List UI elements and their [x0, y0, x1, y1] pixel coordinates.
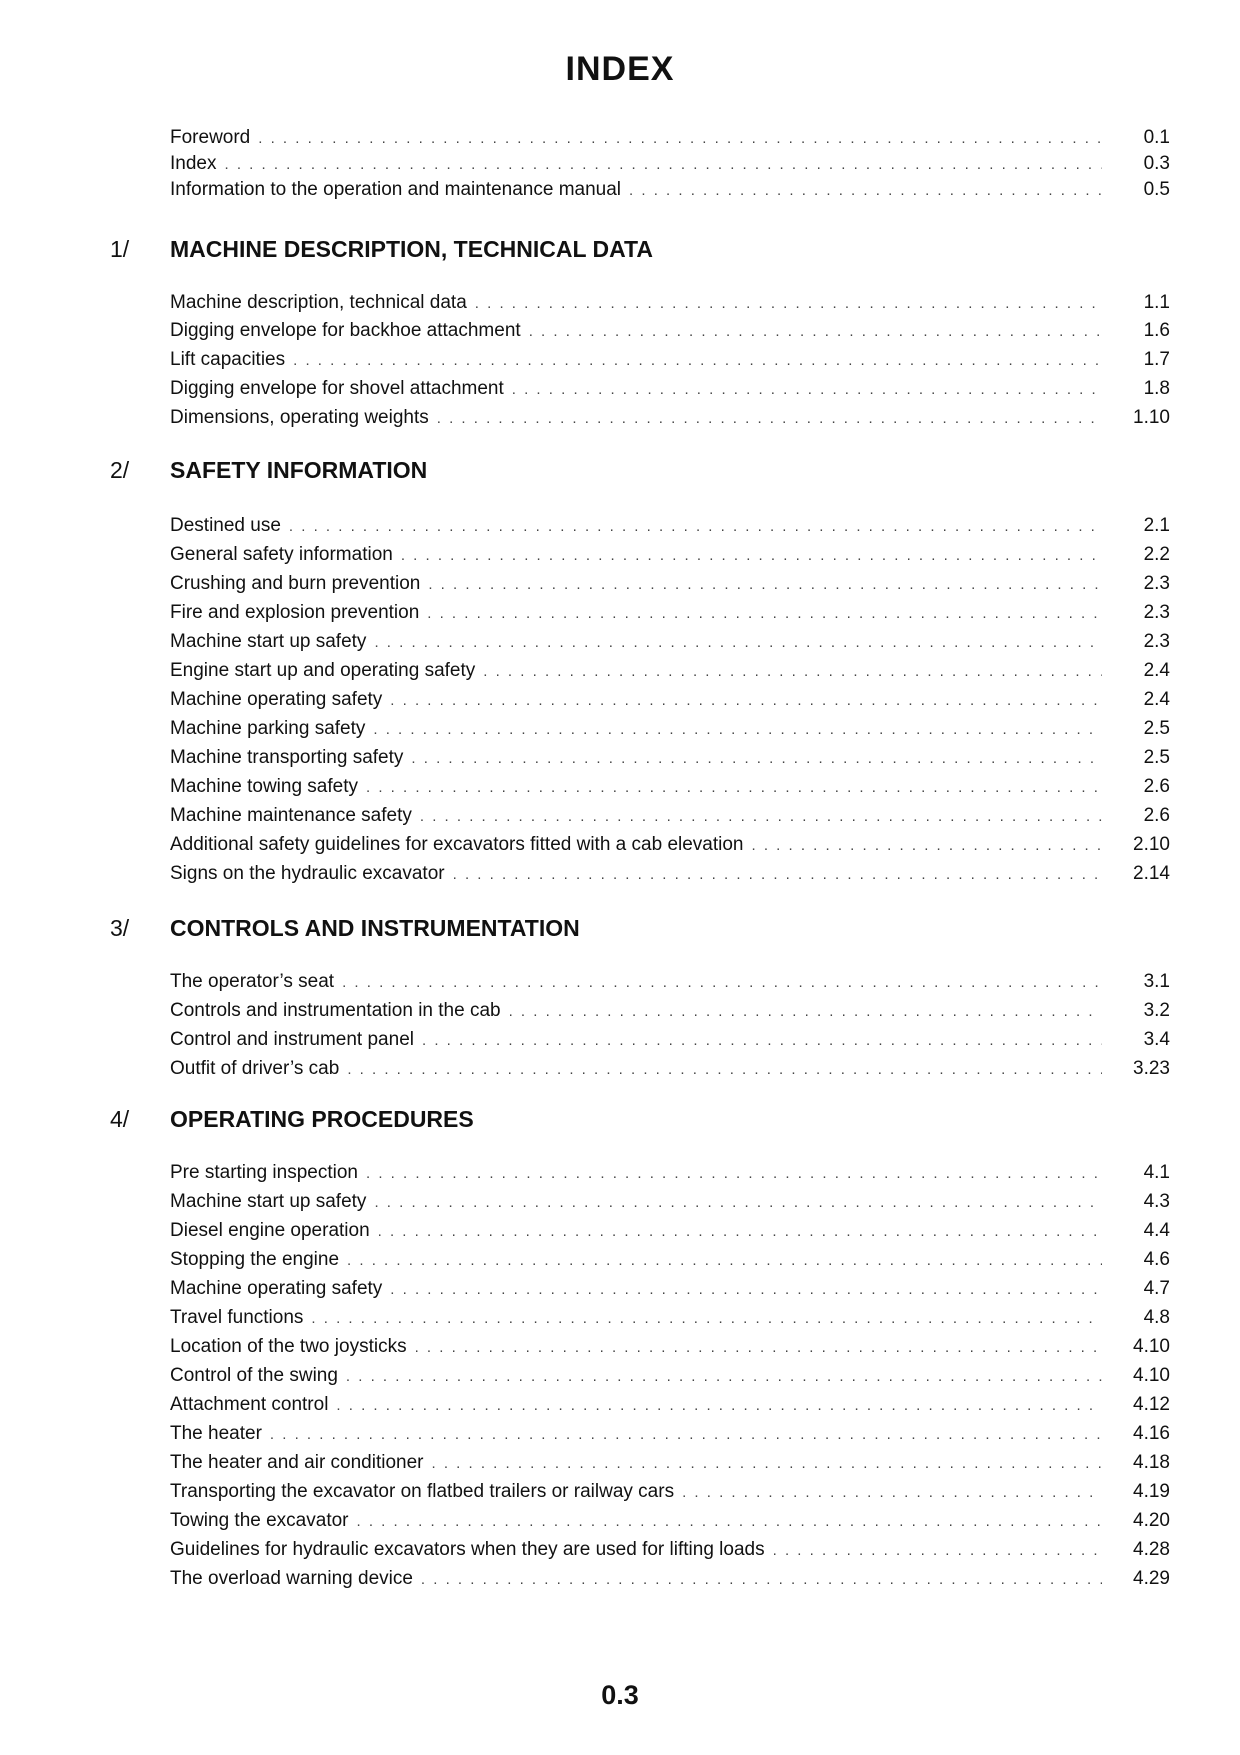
toc-entry-label: Control and instrument panel [170, 1029, 414, 1050]
toc-entry-label: The heater and air conditioner [170, 1452, 424, 1473]
toc-entry-page: 2.3 [1143, 573, 1170, 594]
dot-leader [390, 688, 1102, 714]
toc-entry-page: 3.2 [1143, 1000, 1170, 1021]
dot-leader [357, 1509, 1103, 1535]
section-number: 4/ [110, 1106, 130, 1132]
toc-entry-label: Machine start up safety [170, 1191, 367, 1212]
toc-entry-page: 1.8 [1143, 378, 1170, 399]
toc-entry [170, 1421, 1170, 1447]
dot-leader [512, 377, 1102, 403]
dot-leader [347, 1057, 1102, 1083]
toc-entry [170, 513, 1170, 539]
dot-leader [475, 291, 1102, 317]
dot-leader [258, 126, 1102, 152]
toc-entry [170, 629, 1170, 655]
toc-entry-label: Machine operating safety [170, 689, 383, 710]
toc-entry [170, 1247, 1170, 1273]
dot-leader [629, 178, 1102, 204]
toc-entry-page: 2.5 [1143, 718, 1170, 739]
dot-leader [224, 152, 1102, 178]
toc-entry [170, 1334, 1170, 1360]
toc-entry-page: 2.4 [1143, 689, 1170, 710]
toc-entry [170, 716, 1170, 742]
toc-entry [170, 774, 1170, 800]
toc-entry-page: 2.5 [1143, 747, 1170, 768]
toc-entry-page: 3.23 [1133, 1058, 1170, 1079]
dot-leader [401, 543, 1102, 569]
toc-entry [170, 347, 1170, 373]
dot-leader [374, 630, 1102, 656]
toc-entry [170, 1027, 1170, 1053]
section-title: SAFETY INFORMATION [170, 457, 428, 483]
toc-entry [170, 1392, 1170, 1418]
dot-leader [529, 319, 1102, 345]
dot-leader [373, 717, 1102, 743]
toc-entry-page: 4.20 [1133, 1510, 1170, 1531]
toc-entry-label: Travel functions [170, 1307, 304, 1328]
toc-entry-label: Digging envelope for backhoe attachment [170, 320, 521, 341]
section-heading [110, 457, 427, 484]
section-heading [110, 915, 580, 942]
toc-entry-label: Crushing and burn prevention [170, 573, 421, 594]
toc-entry-page: 2.14 [1133, 863, 1170, 884]
dot-leader [773, 1538, 1102, 1564]
dot-leader [374, 1190, 1102, 1216]
toc-entry-page: 4.7 [1143, 1278, 1170, 1299]
toc-entry-page: 4.4 [1143, 1220, 1170, 1241]
toc-entry-label: Controls and instrumentation in the cab [170, 1000, 501, 1021]
dot-leader [432, 1451, 1103, 1477]
dot-leader [415, 1335, 1102, 1361]
toc-entry-label: Machine parking safety [170, 718, 366, 739]
toc-entry [170, 1276, 1170, 1302]
dot-leader [336, 1393, 1102, 1419]
toc-entry [170, 542, 1170, 568]
dot-leader [483, 659, 1102, 685]
toc-entry-page: 0.5 [1143, 179, 1170, 200]
toc-entry-label: The operator’s seat [170, 971, 335, 992]
toc-entry-label: Destined use [170, 515, 281, 536]
toc-entry-page: 2.1 [1143, 515, 1170, 536]
dot-leader [347, 1248, 1102, 1274]
toc-entry-label: Machine start up safety [170, 631, 367, 652]
dot-leader [390, 1277, 1102, 1303]
dot-leader [682, 1480, 1102, 1506]
toc-entry [170, 125, 1170, 151]
toc-entry-label: Additional safety guidelines for excavators fitted with a cab elevation [170, 834, 744, 855]
toc-entry [170, 1305, 1170, 1331]
dot-leader [270, 1422, 1102, 1448]
toc-entry-page: 4.6 [1143, 1249, 1170, 1270]
dot-leader [342, 970, 1102, 996]
dot-leader [422, 1028, 1102, 1054]
toc-entry-label: Index [170, 153, 217, 174]
toc-entry-page: 3.1 [1143, 971, 1170, 992]
toc-entry [170, 745, 1170, 771]
dot-leader [366, 775, 1102, 801]
toc-entry-label: Machine description, technical data [170, 292, 467, 313]
toc-entry-page: 0.3 [1143, 153, 1170, 174]
toc-entry-page: 4.16 [1133, 1423, 1170, 1444]
toc-entry-page: 4.8 [1143, 1307, 1170, 1328]
dot-leader [311, 1306, 1102, 1332]
toc-entry [170, 1537, 1170, 1563]
toc-entry-page: 1.6 [1143, 320, 1170, 341]
dot-leader [437, 406, 1102, 432]
toc-entry-label: Information to the operation and maintenance manual [170, 179, 622, 200]
toc-entry-label: Fire and explosion prevention [170, 602, 420, 623]
toc-entry [170, 290, 1170, 316]
dot-leader [366, 1161, 1102, 1187]
toc-entry [170, 318, 1170, 344]
toc-entry-page: 1.1 [1143, 292, 1170, 313]
page-number: 0.3 [601, 1680, 639, 1710]
toc-entry-label: Machine operating safety [170, 1278, 383, 1299]
toc-entry [170, 687, 1170, 713]
toc-entry-page: 3.4 [1143, 1029, 1170, 1050]
toc-entry-label: Towing the excavator [170, 1510, 349, 1531]
toc-entry [170, 658, 1170, 684]
toc-entry-label: Location of the two joysticks [170, 1336, 407, 1357]
toc-entry [170, 969, 1170, 995]
toc-entry [170, 832, 1170, 858]
section-title: OPERATING PROCEDURES [170, 1106, 474, 1132]
toc-entry-page: 4.29 [1133, 1568, 1170, 1589]
toc-entry-label: Control of the swing [170, 1365, 338, 1386]
toc-entry [170, 1218, 1170, 1244]
dot-leader [346, 1364, 1102, 1390]
toc-entry-page: 2.3 [1143, 602, 1170, 623]
toc-entry-label: Engine start up and operating safety [170, 660, 476, 681]
toc-entry [170, 376, 1170, 402]
toc-entry [170, 1479, 1170, 1505]
page-title: INDEX [565, 50, 675, 88]
dot-leader [378, 1219, 1102, 1245]
toc-entry-label: The overload warning device [170, 1568, 413, 1589]
toc-entry-page: 4.10 [1133, 1336, 1170, 1357]
dot-leader [411, 746, 1102, 772]
dot-leader [289, 514, 1102, 540]
toc-entry-page: 4.3 [1143, 1191, 1170, 1212]
toc-entry-label: Machine towing safety [170, 776, 358, 797]
toc-entry-label: Stopping the engine [170, 1249, 340, 1270]
toc-entry [170, 151, 1170, 177]
section-heading [110, 1106, 474, 1133]
toc-entry-page: 2.3 [1143, 631, 1170, 652]
toc-entry-page: 2.6 [1143, 805, 1170, 826]
toc-entry-page: 0.1 [1143, 127, 1170, 148]
toc-entry-label: Pre starting inspection [170, 1162, 358, 1183]
dot-leader [420, 804, 1102, 830]
toc-entry-label: General safety information [170, 544, 393, 565]
toc-entry-label: Foreword [170, 127, 251, 148]
toc-entry [170, 1566, 1170, 1592]
toc-entry-page: 1.7 [1143, 349, 1170, 370]
toc-entry [170, 1189, 1170, 1215]
toc-entry-page: 4.1 [1143, 1162, 1170, 1183]
toc-entry [170, 861, 1170, 887]
dot-leader [453, 862, 1102, 888]
section-title: MACHINE DESCRIPTION, TECHNICAL DATA [170, 236, 653, 262]
section-number: 2/ [110, 457, 130, 483]
toc-entry-page: 4.12 [1133, 1394, 1170, 1415]
toc-entry-label: Guidelines for hydraulic excavators when they are used for lifting loads [170, 1539, 765, 1560]
dot-leader [427, 601, 1102, 627]
toc-entry [170, 177, 1170, 203]
toc-entry-page: 2.4 [1143, 660, 1170, 681]
toc-entry [170, 803, 1170, 829]
toc-entry [170, 1508, 1170, 1534]
toc-entry-label: Outfit of driver’s cab [170, 1058, 340, 1079]
section-number: 3/ [110, 915, 130, 941]
toc-entry-page: 2.10 [1133, 834, 1170, 855]
toc-entry-label: Digging envelope for shovel attachment [170, 378, 504, 399]
toc-entry-page: 4.10 [1133, 1365, 1170, 1386]
section-heading [110, 236, 653, 263]
toc-entry-page: 4.18 [1133, 1452, 1170, 1473]
section-number: 1/ [110, 236, 130, 262]
toc-entry [170, 1056, 1170, 1082]
toc-entry [170, 998, 1170, 1024]
toc-entry-label: Diesel engine operation [170, 1220, 370, 1241]
toc-entry-label: Lift capacities [170, 349, 286, 370]
toc-entry-label: Machine maintenance safety [170, 805, 412, 826]
dot-leader [752, 833, 1103, 859]
dot-leader [293, 348, 1102, 374]
toc-entry-label: Signs on the hydraulic excavator [170, 863, 445, 884]
dot-leader [421, 1567, 1102, 1593]
dot-leader [509, 999, 1102, 1025]
toc-entry [170, 405, 1170, 431]
toc-entry-page: 1.10 [1133, 407, 1170, 428]
toc-entry [170, 1450, 1170, 1476]
toc-entry-page: 2.6 [1143, 776, 1170, 797]
toc-entry-page: 4.19 [1133, 1481, 1170, 1502]
toc-entry-label: The heater [170, 1423, 262, 1444]
section-title: CONTROLS AND INSTRUMENTATION [170, 915, 580, 941]
toc-entry-label: Attachment control [170, 1394, 329, 1415]
toc-entry-label: Machine transporting safety [170, 747, 404, 768]
dot-leader [428, 572, 1102, 598]
toc-entry [170, 571, 1170, 597]
toc-entry-page: 2.2 [1143, 544, 1170, 565]
toc-entry [170, 1160, 1170, 1186]
toc-entry [170, 1363, 1170, 1389]
toc-entry-label: Dimensions, operating weights [170, 407, 429, 428]
toc-entry-label: Transporting the excavator on flatbed trailers or railway cars [170, 1481, 675, 1502]
toc-entry-page: 4.28 [1133, 1539, 1170, 1560]
toc-entry [170, 600, 1170, 626]
